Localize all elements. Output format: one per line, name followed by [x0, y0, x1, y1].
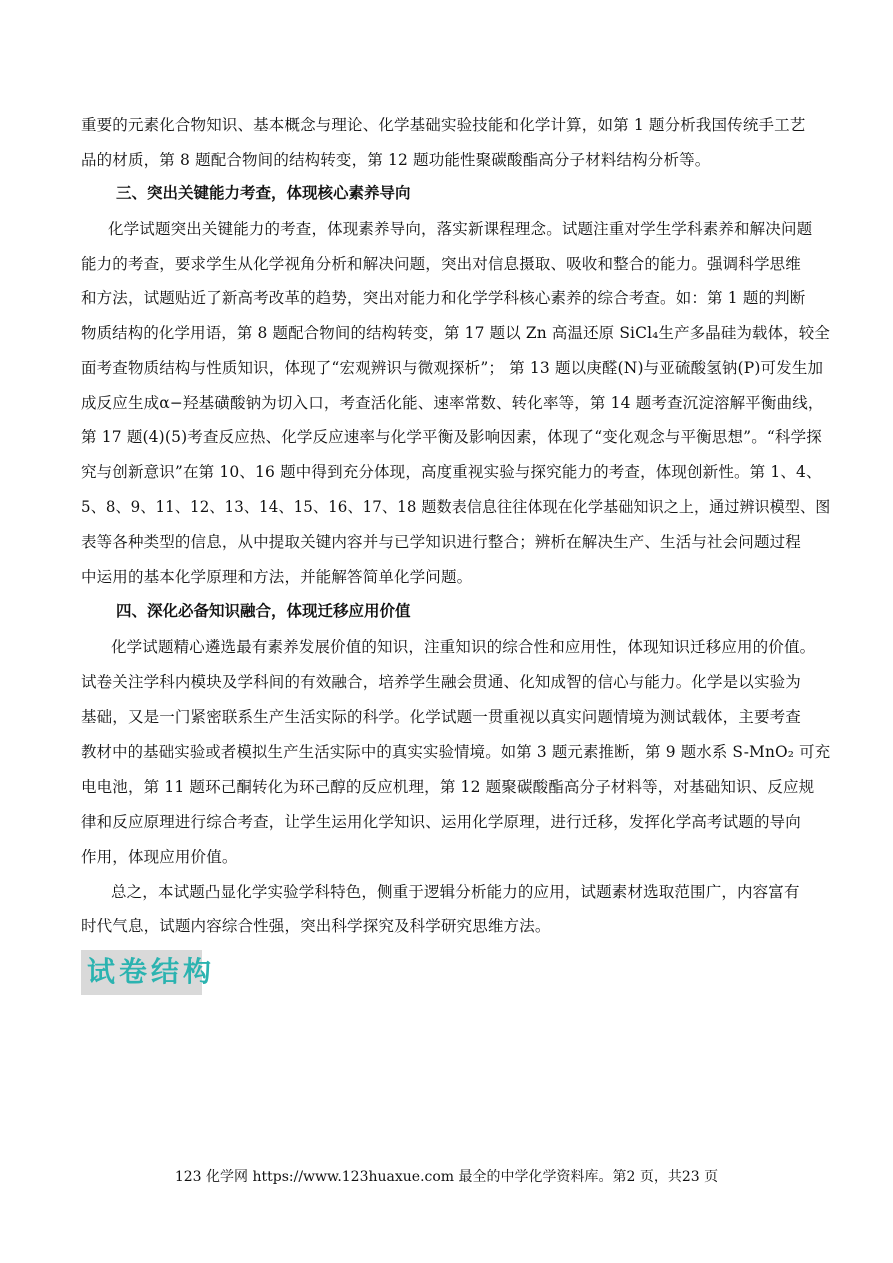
- paragraph-line: 中运用的基本化学原理和方法，并能解答简单化学问题。: [81, 568, 473, 586]
- paragraph-line: 总之，本试题凸显化学实验学科特色，侧重于逻辑分析能力的应用，试题素材选取范围广，内容富有: [111, 883, 800, 901]
- section-heading: 四、深化必备知识融合，体现迁移应用价值: [116, 602, 411, 620]
- paragraph-line: 品的材质，第 8 题配合物间的结构转变，第 12 题功能性聚碳酸酯高分子材料结构分析等。: [81, 151, 711, 169]
- paragraph-line: 化学试题精心遴选最有素养发展价值的知识，注重知识的综合性和应用性，体现知识迁移应用的价值。: [111, 638, 816, 656]
- paragraph-line: 作用，体现应用价值。: [81, 848, 238, 866]
- paragraph-line: 化学试题突出关键能力的考查，体现素养导向，落实新课程理念。试题注重对学生学科素养和解决问题: [108, 220, 813, 238]
- paragraph-line: 第 17 题(4)(5)考查反应热、化学反应速率与化学平衡及影响因素，体现了“变化观念与平衡思想”。“科学探: [81, 428, 822, 446]
- page-footer: 123 化学网 https://www.123huaxue.com 最全的中学化学资料库。第2 页，共23 页: [174, 1169, 719, 1185]
- paragraph-line: 表等各种类型的信息，从中提取关键内容并与已学知识进行整合；辨析在解决生产、生活与社会问题过程: [81, 533, 801, 551]
- paragraph-line: 和方法，试题贴近了新高考改革的趋势，突出对能力和化学学科核心素养的综合考查。如：第 1 题的判断: [81, 289, 806, 307]
- paragraph-line: 物质结构的化学用语，第 8 题配合物间的结构转变，第 17 题以 Zn 高温还原 SiCl₄生产多晶硅为载体，较全: [81, 324, 830, 342]
- paragraph-line: 律和反应原理进行综合考查，让学生运用化学知识、运用化学原理，进行迁移，发挥化学高考试题的导向: [81, 813, 801, 831]
- paragraph-line: 究与创新意识”在第 10、16 题中得到充分体现，高度重视实验与探究能力的考查，体现创新性。第 1、4、: [81, 463, 822, 481]
- paragraph-line: 时代气息，试题内容综合性强，突出科学探究及科学研究思维方法。: [81, 917, 551, 935]
- paragraph-line: 能力的考查，要求学生从化学视角分析和解决问题，突出对信息摄取、吸收和整合的能力。强调科学思维: [81, 255, 801, 273]
- paragraph-line: 5、8、9、11、12、13、14、15、16、17、18 题数表信息往往体现在化学基础知识之上，通过辨识模型、图: [81, 498, 831, 516]
- section-banner: [81, 950, 216, 995]
- paragraph-line: 面考查物质结构与性质知识，体现了“宏观辨识与微观探析”； 第 13 题以庚醛(N)与亚硫酸氢钠(P)可发生加: [81, 359, 824, 377]
- banner-title: 试卷结构: [87, 955, 216, 988]
- paragraph-line: 试卷关注学科内模块及学科间的有效融合，培养学生融会贯通、化知成智的信心与能力。化学是以实验为: [81, 673, 801, 691]
- paragraph-line: 基础，又是一门紧密联系生产生活实际的科学。化学试题一贯重视以真实问题情境为测试载体，主要考查: [81, 708, 801, 726]
- paragraph-line: 重要的元素化合物知识、基本概念与理论、化学基础实验技能和化学计算，如第 1 题分析我国传统手工艺: [81, 116, 806, 134]
- paragraph-line: 成反应生成α−羟基磺酸钠为切入口，考查活化能、速率常数、转化率等，第 14 题考查沉淀溶解平衡曲线，: [81, 394, 824, 412]
- paragraph-line: 电电池，第 11 题环己酮转化为环己醇的反应机理，第 12 题聚碳酸酯高分子材料等，对基础知识、反应规: [81, 778, 815, 796]
- section-heading: 三、突出关键能力考查，体现核心素养导向: [116, 184, 411, 202]
- paragraph-line: 教材中的基础实验或者模拟生产生活实际中的真实实验情境。如第 3 题元素推断，第 9 题水系 S-MnO₂ 可充: [81, 743, 831, 761]
